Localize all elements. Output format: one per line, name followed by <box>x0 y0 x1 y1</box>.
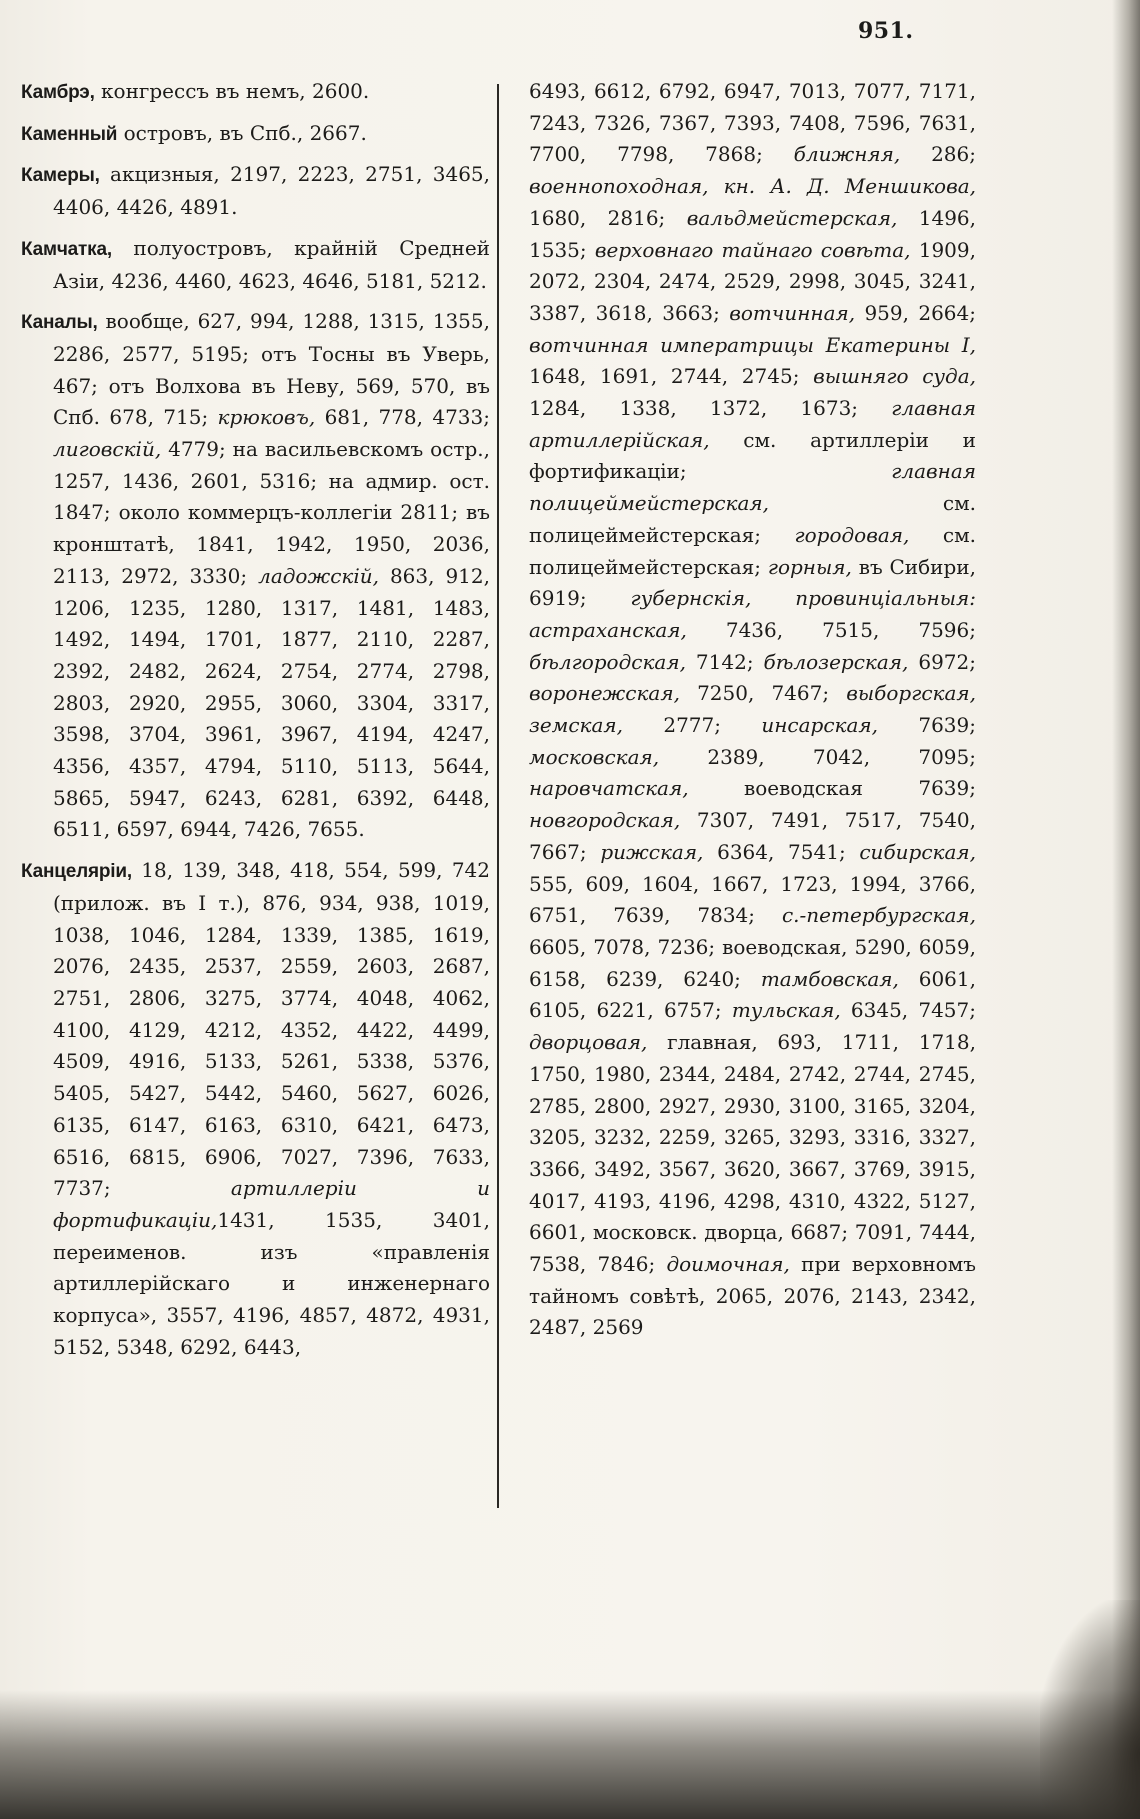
entry-text: 1680, 2816; <box>529 205 687 230</box>
entry-subterm: с.-петербургская, <box>781 903 976 928</box>
entry-text: см. полицеймейстерская; <box>529 522 976 579</box>
entry-subterm: бѣлгородская, <box>529 649 686 674</box>
entry-text: 1909, 2072, 2304, 2474, 2529, 2998, 3045, 3241, 3387, 3618, 3663; <box>529 237 976 325</box>
entry-term: Каналы, <box>21 312 98 334</box>
index-entry <box>21 159 490 223</box>
entry-subterm: вотчинная императрицы Екатерины I, <box>529 332 976 357</box>
entry-subterm: военнопоходная, кн. А. Д. Меншикова, <box>529 174 976 199</box>
right-column <box>529 76 976 1353</box>
entry-text: 6364, 7541; <box>703 839 860 864</box>
entry-text: 1496, 1535; <box>529 205 976 262</box>
column-divider <box>497 84 499 1508</box>
entry-subterm: сибирская, <box>859 839 976 864</box>
entry-text: при верховномъ тайномъ совѣтѣ, 2065, 2076, 2143, 2342, 2487, 2569 <box>529 1252 976 1340</box>
entry-subterm: горныя, <box>767 554 852 579</box>
entry-text: см. артиллеріи и фортификаціи; <box>529 427 976 484</box>
entry-text: 2777; <box>623 713 762 738</box>
entry-subterm: выборгская, земская, <box>529 681 976 738</box>
entry-subterm: крюковъ, <box>217 405 316 430</box>
entry-subterm: вотчинная, <box>729 300 856 325</box>
entry-text: 6345, 7457; <box>840 998 976 1023</box>
entry-subterm: тульская, <box>731 998 841 1023</box>
entry-term: Камеры, <box>21 165 100 187</box>
entry-text: 286; <box>900 142 976 167</box>
entry-text: 7639; <box>878 713 976 738</box>
index-entry-continuation <box>529 76 976 1344</box>
entry-text: 863, 912, 1206, 1235, 1280, 1317, 1481, 1483, 1492, 1494, 1701, 1877, 2110, 2287, 2392, 2482, 2624, 2754, 2774, 2798, 2803, 2920, 2955, 3060, 3304, 3317, 3598, 3704, 3961, 3967, 4194, 4247, 4356, 4357, 4794, 5110, 5113, 5644, 5865, 5947, 6243, 6281, 6392, 6448, 6511, 6597, 6944, 7426, 7655. <box>53 563 490 842</box>
entry-subterm: дворцовая, <box>529 1030 648 1055</box>
page-edge-shadow <box>1112 0 1140 1819</box>
entry-subterm: доимочная, <box>666 1252 790 1277</box>
entry-subterm: ладожскій, <box>258 563 379 588</box>
index-entry <box>21 76 490 109</box>
entry-subterm: городовая, <box>794 522 910 547</box>
entry-text: 4779; на васильевскомъ остр., 1257, 1436, 2601, 5316; на адмир. ост. 1847; около коммерцъ-коллегіи 2811; въ кронштатѣ, 1841, 1942, 1950, 2036, 2113, 2972, 3330; <box>53 437 490 588</box>
index-entry <box>21 118 490 151</box>
left-column <box>21 76 490 1372</box>
entry-subterm: губернскія, провинціальныя: астраханская, <box>529 586 976 642</box>
index-entry <box>21 306 490 846</box>
page-corner-shadow <box>1040 1600 1140 1819</box>
entry-subterm: новгородская, <box>529 808 681 833</box>
entry-text: главная, 693, 1711, 1718, 1750, 1980, 2344, 2484, 2742, 2744, 2745, 2785, 2800, 2927, 2930, 3100, 3165, 3204, 3205, 3232, 2259, 3265, 3293, 3316, 3327, 3366, 3492, 3567, 3620, 3667, 3769, 3915, 4017, 4193, 4196, 4298, 4310, 4322, 5127, 6601, московск. дворца, 6687; 7091, 7444, 7538, 7846; <box>529 1030 976 1277</box>
entry-subterm: наровчатская, <box>529 776 689 801</box>
entry-term: Канцеляріи, <box>21 861 132 883</box>
index-entry <box>21 233 490 297</box>
entry-text: см. полицеймейстерская; <box>529 491 976 547</box>
entry-text: 681, 778, 4733; <box>315 405 490 430</box>
entry-subterm: тамбовская, <box>760 966 899 991</box>
entry-term: Камчатка, <box>21 238 112 260</box>
entry-text: 6972; <box>908 649 976 674</box>
entry-text: 6493, 6612, 6792, 6947, 7013, 7077, 7171, 7243, 7326, 7367, 7393, 7408, 7596, 7631, 7700, 7798, 7868; <box>529 79 976 167</box>
entry-text: акцизныя, 2197, 2223, 2751, 3465, 4406, 4426, 4891. <box>53 162 490 220</box>
entry-text: полуостровъ, крайній Средней Азіи, 4236, 4460, 4623, 4646, 5181, 5212. <box>53 235 490 293</box>
entry-text: воеводская 7639; <box>688 776 976 801</box>
entry-text: 7250, 7467; <box>679 681 847 706</box>
entry-subterm: верховнаго тайнаго совѣта, <box>594 237 911 262</box>
entry-text: 1648, 1691, 2744, 2745; <box>529 364 814 389</box>
entry-subterm: лиговскій, <box>53 437 162 462</box>
entry-subterm: московская, <box>529 744 660 769</box>
entry-text: 7436, 7515, 7596; <box>686 617 976 642</box>
entry-text: въ Сибири, 6919; <box>529 554 976 611</box>
entry-subterm: инсарская, <box>761 713 878 738</box>
entry-text: островъ, въ Спб., 2667. <box>117 120 367 145</box>
entry-text: 18, 139, 348, 418, 554, 599, 742 (прилож. въ I т.), 876, 934, 938, 1019, 1038, 1046, 1284, 1339, 1385, 1619, 2076, 2435, 2537, 2559, 2603, 2687, 2751, 2806, 3275, 3774, 4048, 4062, 4100, 4129, 4212, 4352, 4422, 4499, 4509, 4916, 5133, 5261, 5338, 5376, 5405, 5427, 5442, 5460, 5627, 6026, 6135, 6147, 6163, 6310, 6421, 6473, 6516, 6815, 6906, 7027, 7396, 7633, 7737; <box>53 858 490 1201</box>
entry-subterm: рижская, <box>600 839 704 864</box>
entry-subterm: вышняго суда, <box>813 364 976 389</box>
entry-text: 7142; <box>685 649 764 674</box>
entry-text: 7307, 7491, 7517, 7540, 7667; <box>529 808 976 864</box>
entry-text: 2389, 7042, 7095; <box>659 744 976 769</box>
page-number: 951. <box>858 18 914 44</box>
entry-text: 6605, 7078, 7236; воеводская, 5290, 6059, 6158, 6239, 6240; <box>529 934 976 991</box>
entry-subterm: вальдмейстерская, <box>686 205 898 230</box>
entry-term: Камбрэ, <box>21 82 95 103</box>
page-bottom-shadow <box>0 1690 1140 1819</box>
entry-text: 6061, 6105, 6221, 6757; <box>529 966 976 1023</box>
index-entry <box>21 855 490 1363</box>
entry-text: вообще, 627, 994, 1288, 1315, 1355, 2286, 2577, 5195; отъ Тосны въ Уверь, 467; отъ Волхова въ Неву, 569, 570, въ Спб. 678, 715; <box>53 309 490 430</box>
entry-term: Каменный <box>21 123 118 145</box>
entry-subterm: главная полицеймейстерская, <box>529 459 976 516</box>
entry-subterm: воронежская, <box>529 681 680 706</box>
entry-text: конгрессъ въ немъ, 2600. <box>94 79 370 103</box>
entry-text: 959, 2664; <box>855 300 976 325</box>
entry-text: 555, 609, 1604, 1667, 1723, 1994, 3766, 6751, 7639, 7834; <box>529 871 976 928</box>
entry-subterm: бѣлозерская, <box>763 649 909 674</box>
entry-text: 1431, 1535, 3401, переименов. изъ «правленія артиллерійскаго и инженернаго корпуса», 3557, 4196, 4857, 4872, 4931, 5152, 5348, 6292, 6443, <box>53 1207 490 1359</box>
entry-subterm: артиллеріи и фортификаціи, <box>53 1176 490 1232</box>
entry-subterm: главная артиллерійская, <box>529 396 976 452</box>
entry-text: 1284, 1338, 1372, 1673; <box>529 396 892 421</box>
entry-subterm: ближняя, <box>793 142 901 167</box>
